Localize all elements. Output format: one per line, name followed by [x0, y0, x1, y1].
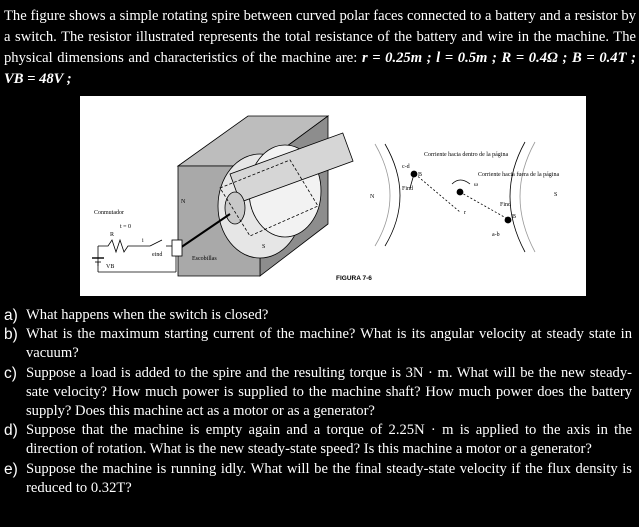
question-item	[4, 421, 632, 459]
pole-view-left	[375, 144, 460, 246]
question-list	[4, 306, 632, 498]
question-letter: d)	[4, 422, 18, 440]
intro-text: The figure shows a simple rotating spire between curved polar faces connected to a battery and a resistor by a switch. The resistor illustrated represents the total resistance of the battery and wire in the machine. The physical dimensions and characteristics of the machine are:	[4, 8, 636, 66]
machine-parameters: r = 0.25m ; l = 0.5m ; R = 0.4Ω ; B = 0.4T ; VB = 48V ;	[4, 50, 636, 87]
question-letter: e)	[4, 460, 18, 478]
label-B-1: B	[418, 172, 423, 178]
label-r: r	[464, 210, 466, 216]
label-t0: t = 0	[120, 224, 132, 230]
label-S-right: S	[554, 192, 558, 198]
question-item	[4, 460, 632, 498]
label-B-2: B	[512, 214, 517, 220]
label-into-page: Corriente hacia dentro de la página	[424, 152, 509, 158]
question-item	[4, 364, 632, 422]
label-R: R	[110, 232, 115, 238]
question-text: Suppose the machine is running idly. What will be the final steady-state velocity if the flux density is reduced to 0.32T?	[26, 460, 632, 496]
label-N-left: N	[181, 199, 186, 205]
label-conmutador: Conmutador	[94, 210, 124, 216]
label-S-left: S	[262, 244, 266, 250]
figure-caption: FIGURA 7-6	[336, 275, 372, 282]
label-VB: VB	[106, 264, 115, 270]
label-i: i	[142, 238, 144, 244]
question-text: Suppose a load is added to the spire and the resulting torque is 3N · m. What will be the new steady-sate velocity? How much power is supplied to the machine shaft? How much power does the battery supply? Does this machine act as a motor or as a generator?	[26, 364, 632, 420]
question-letter: c)	[4, 364, 17, 382]
machine-figure	[80, 96, 586, 296]
label-ab: a-b	[492, 232, 500, 238]
label-escobillas: Escobillas	[192, 256, 217, 262]
label-eind: eind	[152, 252, 163, 258]
question-item	[4, 325, 632, 363]
machine-diagram	[80, 96, 586, 296]
question-text: What happens when the switch is closed?	[26, 307, 269, 323]
question-item	[4, 306, 632, 325]
label-Find-2: Find	[500, 202, 512, 208]
label-out-page: Corriente hacia fuera de la página	[478, 172, 560, 178]
question-letter: b)	[4, 326, 18, 344]
label-cd: c-d	[402, 164, 410, 170]
problem-intro	[4, 6, 636, 90]
label-N-right: N	[370, 194, 375, 200]
label-omega: ω	[474, 182, 478, 188]
stator-block	[178, 116, 353, 276]
question-text: Suppose that the machine is empty again and a torque of 2.25N · m is applied to the axis in the direction of rotation. What is the new steady-state speed? Is this machine a motor or a generator?	[26, 422, 632, 458]
label-Find-1: Find	[402, 186, 414, 192]
question-text: What is the maximum starting current of the machine? What is its angular velocity at steady state in vacuum?	[26, 326, 632, 362]
question-letter: a)	[4, 307, 18, 324]
